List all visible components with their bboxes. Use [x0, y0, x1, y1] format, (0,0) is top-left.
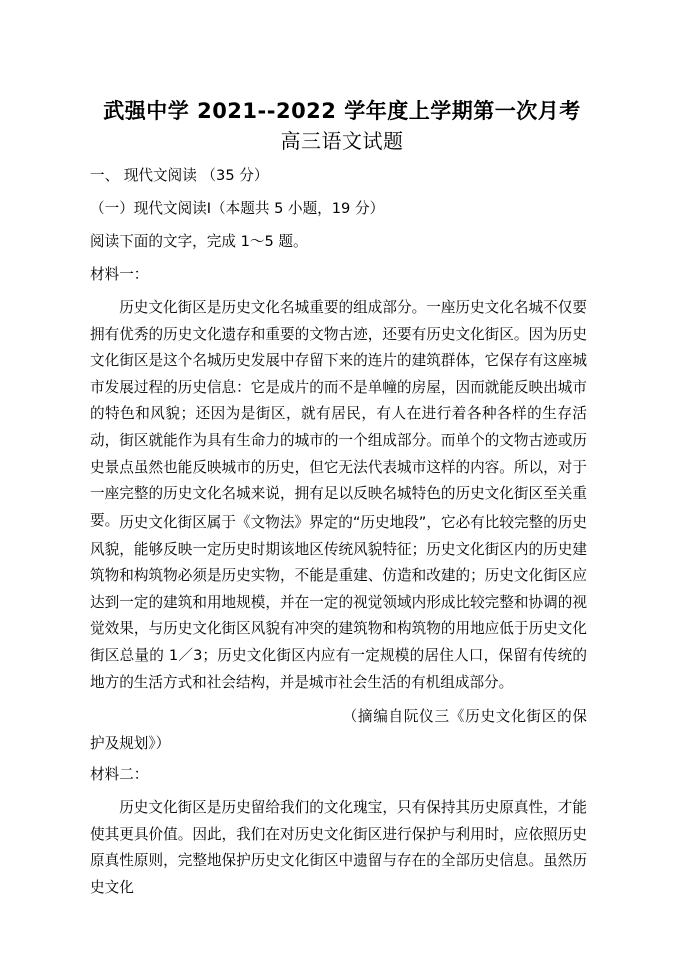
section-heading: 一、 现代文阅读 （35 分）: [90, 167, 269, 184]
material-one-citation: （摘编自阮仪三《历史文化街区的保护及规划》）: [90, 708, 587, 752]
material-two-paragraph-1: 历史文化街区是历史留给我们的文化瑰宝，只有保持其历史原真性，才能使其更具价值。因此，我们在对历史文化街区进行保护与利用时，应依照历史原真性原则，完整地保护历史文化街区中遗留与存在的全部历史信息。虽然历史文化: [90, 799, 587, 896]
material-two-label: 材料二：: [90, 766, 149, 783]
material-one-paragraph-1: 历史文化街区是历史文化名城重要的组成部分。一座历史文化名城不仅要拥有优秀的历史文化遗存和重要的文物古迹，还要有历史文化街区。因为历史文化街区是这个名城历史发展中存留下来的连片的建筑群体，它保存有这座城市发展过程的历史信息：它是成片的而不是单幢的房屋，因而就能反映出城市的特色和风貌；还因为是街区，就有居民，有人在进行着各种各样的生存活动，街区就能作为具有生命力的城市的一个组成部分。而单个的文物古迹或历史景点虽然也能反映城市的历史，但它无法代表城市这样的内容。所以，对于一座完整的历史文化名城来说，拥有足以反映名城特色的历史文化街区至关重要。: [90, 299, 587, 529]
material-one-paragraph-2: 历史文化街区属于《文物法》界定的“历史地段”，它必有比较完整的历史风貌，能够反映一定历史时期该地区传统风貌特征；历史文化街区内的历史建筑物和构筑物必须是历史实物，不能是重建、仿造和改建的；历史文化街区应达到一定的建筑和用地规模，并在一定的视觉领域内形成比较完整和协调的视觉效果，与历史文化街区风貌有冲突的建筑物和构筑物的用地应低于历史文化街区总量的 1／3；历史文化街区内应有一定规模的居住人口，保留有传统的地方的生活方式和社会结构，并是城市社会生活的有机组成部分。: [90, 514, 587, 691]
document-subtitle: 高三语文试题: [280, 129, 404, 153]
material-one-label: 材料一：: [90, 266, 149, 283]
subsection-heading: （一）现代文阅读Ⅰ（本题共 5 小题，19 分）: [90, 200, 385, 217]
reading-instruction: 阅读下面的文字，完成 1～5 题。: [90, 233, 308, 250]
document-title: 武强中学 2021--2022 学年度上学期第一次月考: [103, 99, 581, 123]
